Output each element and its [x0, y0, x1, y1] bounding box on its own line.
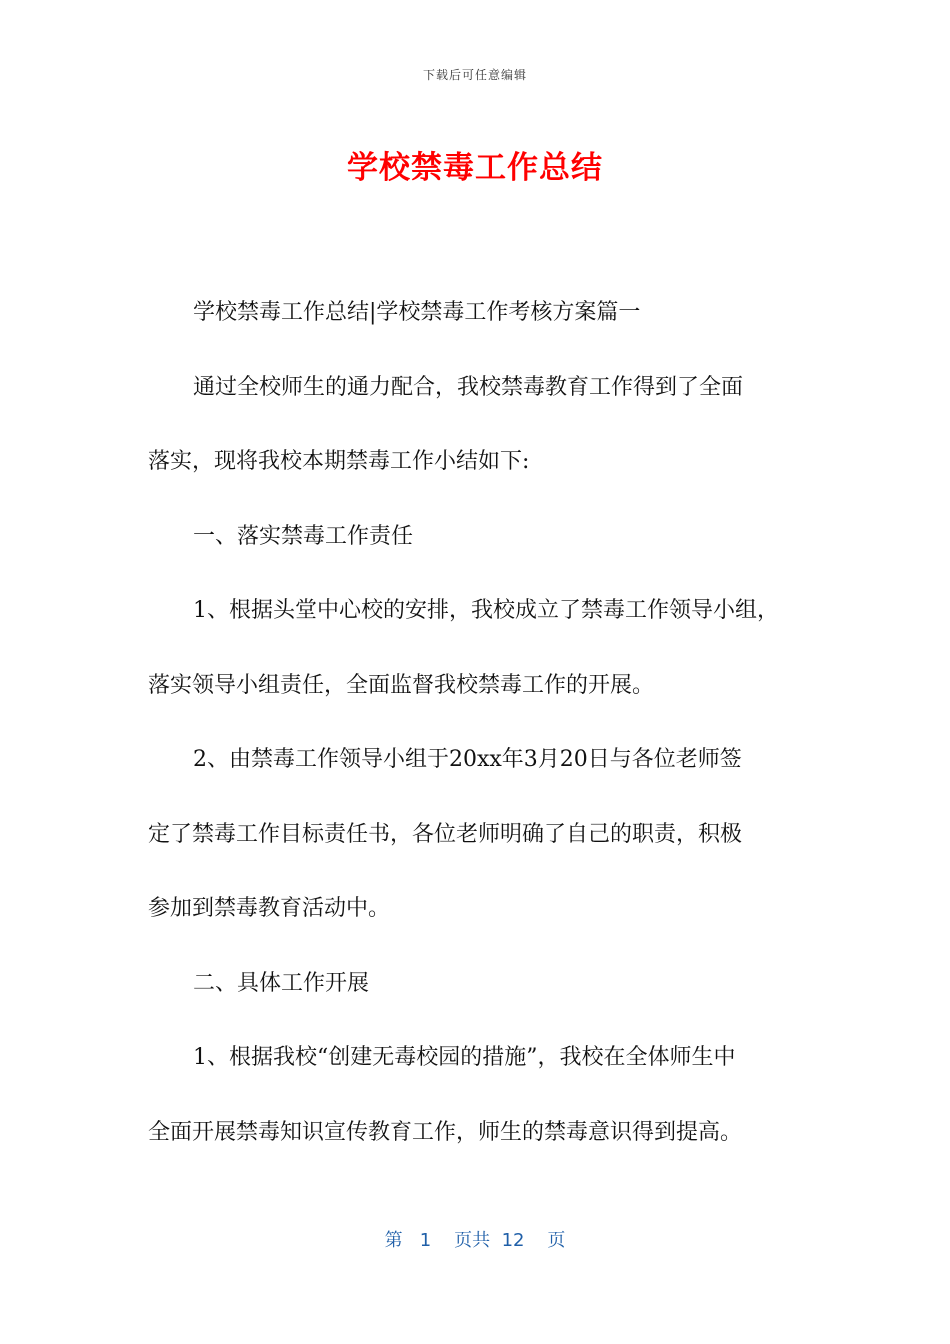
paragraph-line: 落实，现将我校本期禁毒工作小结如下: — [148, 449, 530, 474]
paragraph-line: 通过全校师生的通力配合，我校禁毒教育工作得到了全面 — [193, 374, 744, 400]
paragraph-line: 1、根据我校“创建无毒校园的措施”，我校在全体师生中 — [193, 1045, 736, 1070]
section-heading: 一、落实禁毒工作责任 — [193, 523, 414, 549]
total-pages: 12 — [501, 1230, 525, 1251]
paragraph-line: 1、根据头堂中心校的安排，我校成立了禁毒工作领导小组， — [193, 598, 779, 623]
document-body — [148, 276, 808, 1170]
paragraph-line: 定了禁毒工作目标责任书，各位老师明确了自己的职责，积极 — [148, 821, 743, 847]
header-note: 下载后可任意编辑 — [422, 68, 527, 82]
paragraph-line: 全面开展禁毒知识宣传教育工作，师生的禁毒意识得到提高。 — [148, 1119, 743, 1145]
section-heading: 二、具体工作开展 — [193, 970, 370, 996]
page-label-middle: 页共 — [454, 1230, 491, 1251]
paragraph-line: 落实领导小组责任，全面监督我校禁毒工作的开展。 — [148, 672, 655, 698]
page-label-suffix: 页 — [547, 1230, 566, 1251]
document-title: 学校禁毒工作总结 — [347, 150, 603, 186]
paragraph-line: 2、由禁毒工作领导小组于20xx年3月20日与各位老师签 — [193, 747, 742, 772]
page-number: 1 — [419, 1230, 432, 1251]
paragraph-line: 学校禁毒工作总结|学校禁毒工作考核方案篇一 — [193, 300, 641, 325]
paragraph-line: 参加到禁毒教育活动中。 — [148, 896, 391, 921]
page-label-prefix: 第 — [384, 1230, 403, 1251]
page-footer — [0, 1226, 950, 1252]
